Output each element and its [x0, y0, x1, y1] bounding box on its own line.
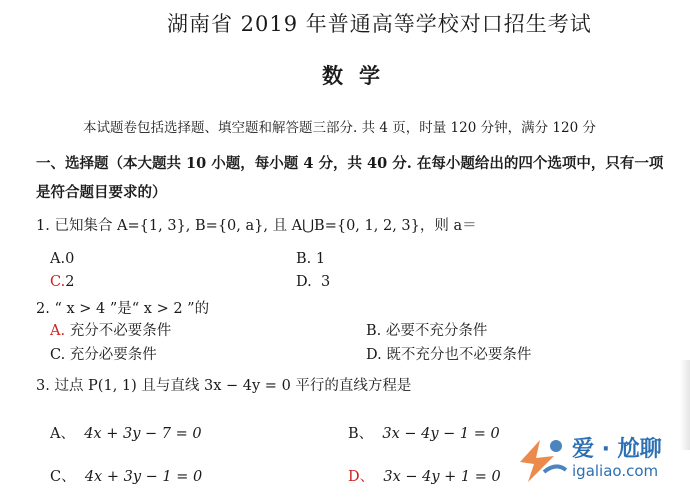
option-letter-answer: A.: [50, 323, 66, 339]
option-text: 必要不充分条件: [385, 323, 488, 339]
question-3: 3. 过点 P(1, 1) 且与直线 3x − 4y = 0 平行的直线方程是: [36, 378, 412, 394]
option-text: 3x − 4y + 1 = 0: [383, 469, 501, 485]
option-text: 2: [65, 274, 75, 290]
q3-option-b: [348, 422, 500, 443]
option-text: 充分不必要条件: [69, 323, 172, 339]
option-letter-answer: C.: [50, 274, 66, 290]
q1-option-d: [296, 274, 330, 290]
option-text: 4x + 3y − 7 = 0: [84, 426, 202, 442]
q2-option-b: [366, 319, 487, 340]
q2-option-c: [50, 343, 157, 364]
option-text: 0: [65, 251, 75, 267]
q1-option-b: [296, 251, 325, 267]
option-letter: C、: [50, 469, 76, 485]
option-letter: B.: [296, 251, 312, 267]
q1-option-c: [50, 274, 74, 290]
q2-option-a: [50, 319, 171, 340]
watermark-url: igaliao.com: [572, 462, 659, 480]
question-1: 1. 已知集合 A={1, 3}, B={0, a}, 且 A⋃B={0, 1, 2, 3}，则 a＝: [36, 218, 477, 234]
option-letter: D.: [296, 274, 312, 290]
option-letter: B、: [348, 426, 374, 442]
option-letter: D.: [366, 347, 382, 363]
option-letter: B.: [366, 323, 382, 339]
exam-instructions: 本试题卷包括选择题、填空题和解答题三部分. 共 4 页，时量 120 分钟，满分 120 分: [83, 120, 596, 136]
option-letter: C.: [50, 347, 66, 363]
option-letter-answer: D、: [348, 469, 375, 485]
section-heading: 一、选择题（本大题共 10 小题，每小题 4 分，共 40 分. 在每小题给出的四个选项中，只有一项: [36, 155, 664, 172]
option-text: 4x + 3y − 1 = 0: [84, 469, 203, 485]
option-text: 3: [320, 274, 331, 290]
question-2: 2. “ x > 4 ”是“ x > 2 ”的: [36, 301, 210, 317]
option-letter: A.: [50, 251, 66, 267]
option-text: 1: [315, 251, 326, 267]
watermark-logo-icon: [514, 432, 570, 488]
q1-option-a: [50, 251, 74, 267]
q2-option-d: [366, 343, 531, 364]
q3-option-a: [50, 422, 202, 443]
section-heading-cont: 是符合题目要求的）: [36, 184, 167, 201]
option-text: 3x − 4y − 1 = 0: [382, 426, 500, 442]
option-text: 充分必要条件: [69, 347, 157, 363]
exam-title: 湖南省 2019 年普通高等学校对口招生考试: [167, 12, 592, 36]
watermark-text: [572, 432, 662, 480]
watermark: [514, 432, 684, 492]
option-letter: A、: [50, 426, 75, 442]
subject-title: 数学: [322, 63, 396, 88]
option-text: 既不充分也不必要条件: [386, 347, 532, 363]
q3-option-d: [348, 465, 501, 486]
watermark-brand: 爱 · 尬聊: [572, 437, 662, 462]
q3-option-c: [50, 465, 202, 486]
